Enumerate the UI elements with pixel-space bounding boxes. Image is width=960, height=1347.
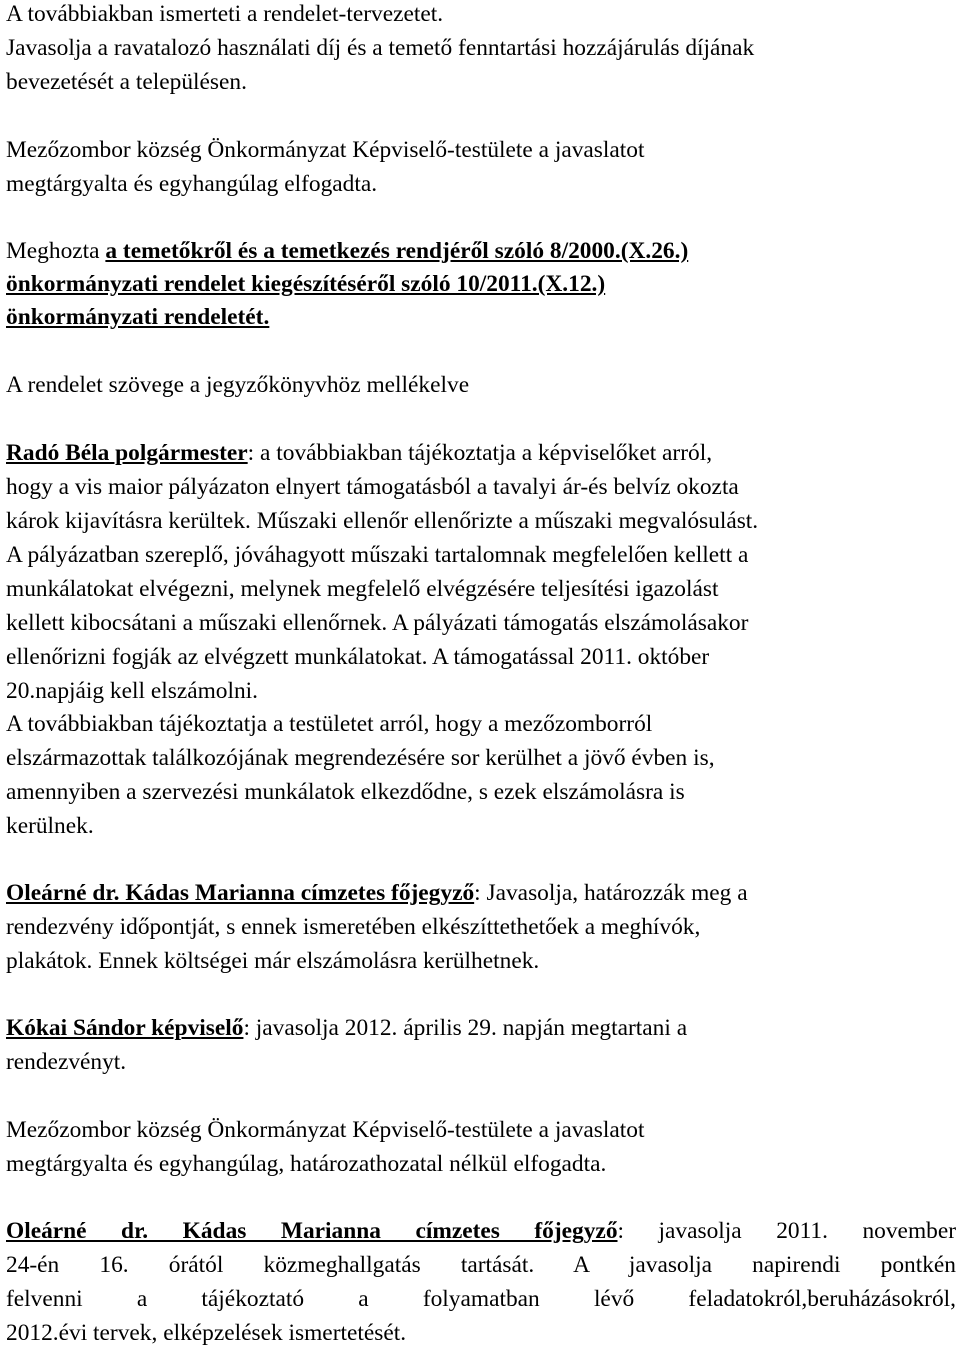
mayor-line-4: A pályázatban szereplő, jóváhagyott műszaki tartalomnak megfelelően kellett a: [6, 542, 749, 568]
councillor-text-1: javasolja 2012. április 29. napján megtartani a: [249, 1015, 688, 1041]
notary1-text-1: Javasolja, határozzák meg a: [480, 880, 748, 906]
notary1-line-2: rendezvény időpontját, s ennek ismeretében elkészíttethetőek a meghívók,: [6, 914, 701, 940]
notary1-line-3: plakátok. Ennek költségei már elszámolásra kerülhetnek.: [6, 948, 540, 974]
speaker-separator: :: [474, 880, 481, 906]
notary2-line-4: 2012.évi tervek, elképzelések ismertetését.: [6, 1320, 407, 1346]
speaker-notary: Oleárné dr. Kádas Marianna címzetes főjegyző: [6, 1218, 618, 1244]
notary2-text-1: javasolja 2011. november: [624, 1218, 956, 1244]
decision2-line-2: megtárgyalta és egyhangúlag, határozathozatal nélkül elfogadta.: [6, 1151, 607, 1177]
mayor-line-2: hogy a vis maior pályázaton elnyert támogatásból a tavalyi ár-és belvíz okozta: [6, 474, 739, 500]
notary2-line-2: 24-én 16. órától közmeghallgatás tartását. A javasolja napirendi pontkén: [6, 1252, 956, 1278]
intro-line-3: bevezetését a településen.: [6, 69, 247, 95]
speaker-separator: :: [247, 440, 255, 466]
mayor-line-7: ellenőrizni fogják az elvégzett munkálatokat. A támogatással 2011. október: [6, 644, 710, 670]
ordinance-title-part-1: a temetőkről és a temetkezés rendjéről szóló 8/2000.(X.26.): [105, 238, 689, 264]
councillor-line-2: rendezvényt.: [6, 1049, 127, 1075]
mayor-line-5: munkálatokat elvégezni, melynek megfelelő elvégzésére teljesítési igazolást: [6, 576, 719, 602]
speaker-councillor: Kókai Sándor képviselő: [6, 1015, 244, 1041]
ordinance-annex-note: A rendelet szövege a jegyzőkönyvhöz mellékelve: [6, 372, 470, 398]
speaker-separator: :: [617, 1218, 625, 1244]
councillor-line-1: [6, 1015, 956, 1042]
mayor-line-6: kellett kibocsátani a műszaki ellenőrnek. A pályázati támogatás elszámolásakor: [6, 610, 749, 636]
ordinance-prefix: Meghozta: [6, 238, 106, 264]
decision1-line-2: megtárgyalta és egyhangúlag elfogadta.: [6, 171, 378, 197]
ordinance-title-part-2: önkormányzati rendelet kiegészítéséről szóló 10/2011.(X.12.): [6, 271, 606, 297]
notary2-line-3: felvenni a tájékoztató a folyamatban lévő feladatokról,beruházásokról,: [6, 1286, 956, 1312]
ordinance-title-part-3: önkormányzati rendeletét.: [6, 304, 270, 330]
decision2-line-1: Mezőzombor község Önkormányzat Képviselő-testülete a javaslatot: [6, 1117, 645, 1143]
notary1-line-1: [6, 880, 956, 907]
ordinance-line-1: [6, 238, 956, 265]
decision1-line-1: Mezőzombor község Önkormányzat Képviselő-testülete a javaslatot: [6, 137, 645, 163]
notary2-line-1: [6, 1218, 956, 1245]
mayor-line-12: kerülnek.: [6, 813, 94, 839]
speaker-mayor: Radó Béla polgármester: [6, 440, 248, 466]
speaker-notary: Oleárné dr. Kádas Marianna címzetes főjegyző: [6, 880, 475, 906]
mayor-line-9: A továbbiakban tájékoztatja a testületet arról, hogy a mezőzomborról: [6, 711, 653, 737]
intro-line-1: A továbbiakban ismerteti a rendelet-tervezetet.: [6, 1, 444, 27]
mayor-line-1: [6, 440, 956, 467]
speaker-separator: :: [243, 1015, 250, 1041]
mayor-line-8: 20.napjáig kell elszámolni.: [6, 678, 259, 704]
intro-line-2: Javasolja a ravatalozó használati díj és a temető fenntartási hozzájárulás díjának: [6, 35, 755, 61]
mayor-line-3: károk kijavításra kerültek. Műszaki ellenőr ellenőrizte a műszaki megvalósulást.: [6, 508, 759, 534]
mayor-line-10: elszármazottak találkozójának megrendezésére sor kerülhet a jövő évben is,: [6, 745, 715, 771]
mayor-text-1: a továbbiakban tájékoztatja a képviselőket arról,: [254, 440, 713, 466]
mayor-line-11: amennyiben a szervezési munkálatok elkezdődne, s ezek elszámolásra is: [6, 779, 685, 805]
